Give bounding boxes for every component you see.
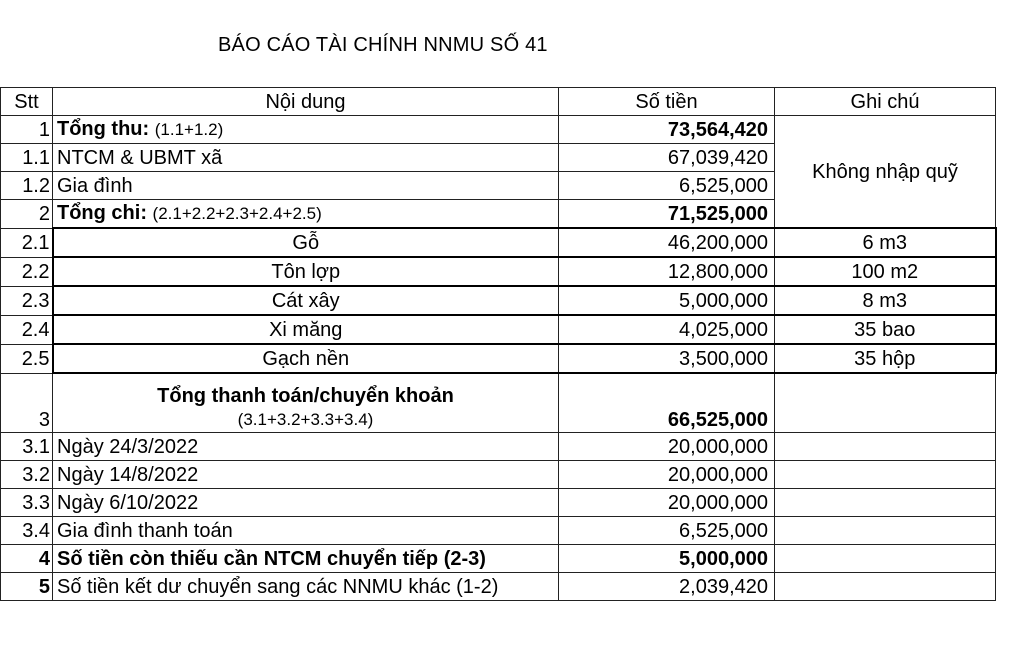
row-amount: 20,000,000	[559, 433, 775, 461]
row-stt: 1.1	[1, 144, 53, 172]
row-amount: 3,500,000	[559, 344, 775, 373]
header-content: Nội dung	[53, 88, 559, 116]
row-label: Tổng chi:	[57, 202, 147, 224]
row-amount: 71,525,000	[559, 200, 775, 229]
row-note	[775, 573, 996, 601]
row-note: 35 bao	[775, 315, 996, 344]
row-amount: 20,000,000	[559, 461, 775, 489]
table-row	[1, 344, 996, 373]
row-stt: 2.3	[1, 286, 53, 315]
row-label: Tổng thu:	[57, 118, 150, 140]
row-formula: (1.1+1.2)	[154, 120, 224, 139]
row-stt: 1.2	[1, 172, 53, 200]
row-label: Gạch nền	[53, 344, 559, 373]
row-note	[775, 517, 996, 545]
table-row	[1, 116, 996, 144]
row-amount: 5,000,000	[559, 545, 775, 573]
row-amount: 6,525,000	[559, 517, 775, 545]
table-row	[1, 315, 996, 344]
row-label: Số tiền kết dư chuyển sang các NNMU khác (1-2)	[53, 573, 559, 601]
row-stt: 2.2	[1, 257, 53, 286]
row-stt: 3.2	[1, 461, 53, 489]
row-stt: 3.1	[1, 433, 53, 461]
row-label: Gỗ	[53, 228, 559, 257]
table-row	[1, 545, 996, 573]
row-label: Gia đình	[53, 172, 559, 200]
table-row	[1, 257, 996, 286]
row-label: Tổng thanh toán/chuyển khoản	[157, 385, 454, 407]
row-stt: 3.4	[1, 517, 53, 545]
table-header-row	[1, 88, 996, 116]
row-label: Cát xây	[53, 286, 559, 315]
row-amount: 4,025,000	[559, 315, 775, 344]
table-row	[1, 228, 996, 257]
row-label: Ngày 6/10/2022	[53, 489, 559, 517]
row-content	[53, 373, 559, 433]
row-label: Số tiền còn thiếu cần NTCM chuyển tiếp (2-3)	[53, 545, 559, 573]
row-amount: 6,525,000	[559, 172, 775, 200]
row-stt: 2	[1, 200, 53, 229]
row-amount: 67,039,420	[559, 144, 775, 172]
row-note	[775, 545, 996, 573]
row-stt: 2.4	[1, 315, 53, 344]
row-label: Xi măng	[53, 315, 559, 344]
table-row	[1, 286, 996, 315]
row-stt: 2.5	[1, 344, 53, 373]
row-content	[53, 116, 559, 144]
table-row	[1, 433, 996, 461]
row-note	[775, 373, 996, 433]
row-label: NTCM & UBMT xã	[53, 144, 559, 172]
row-note	[775, 489, 996, 517]
row-note: 100 m2	[775, 257, 996, 286]
row-stt: 3.3	[1, 489, 53, 517]
header-stt: Stt	[1, 88, 53, 116]
row-stt: 1	[1, 116, 53, 144]
row-amount: 12,800,000	[559, 257, 775, 286]
row-note: Không nhập quỹ	[775, 116, 996, 229]
row-amount: 73,564,420	[559, 116, 775, 144]
row-formula: (2.1+2.2+2.3+2.4+2.5)	[152, 204, 322, 223]
row-note: 35 hộp	[775, 344, 996, 373]
row-stt: 4	[1, 545, 53, 573]
table-row	[1, 461, 996, 489]
finance-table	[0, 87, 997, 601]
row-formula: (3.1+3.2+3.3+3.4)	[237, 410, 374, 429]
row-label: Gia đình thanh toán	[53, 517, 559, 545]
row-label: Tôn lợp	[53, 257, 559, 286]
table-row	[1, 573, 996, 601]
row-stt: 3	[1, 373, 53, 433]
row-content	[53, 200, 559, 229]
row-note: 8 m3	[775, 286, 996, 315]
row-amount: 46,200,000	[559, 228, 775, 257]
row-label: Ngày 24/3/2022	[53, 433, 559, 461]
row-label: Ngày 14/8/2022	[53, 461, 559, 489]
table-row	[1, 373, 996, 433]
row-amount: 20,000,000	[559, 489, 775, 517]
row-amount: 2,039,420	[559, 573, 775, 601]
row-note	[775, 433, 996, 461]
table-row	[1, 489, 996, 517]
report-title: BÁO CÁO TÀI CHÍNH NNMU SỐ 41	[218, 34, 548, 56]
header-amount: Số tiền	[559, 88, 775, 116]
row-stt: 5	[1, 573, 53, 601]
row-note	[775, 461, 996, 489]
row-amount: 66,525,000	[559, 373, 775, 433]
row-amount: 5,000,000	[559, 286, 775, 315]
table-row	[1, 517, 996, 545]
header-note: Ghi chú	[775, 88, 996, 116]
row-note: 6 m3	[775, 228, 996, 257]
row-stt: 2.1	[1, 228, 53, 257]
